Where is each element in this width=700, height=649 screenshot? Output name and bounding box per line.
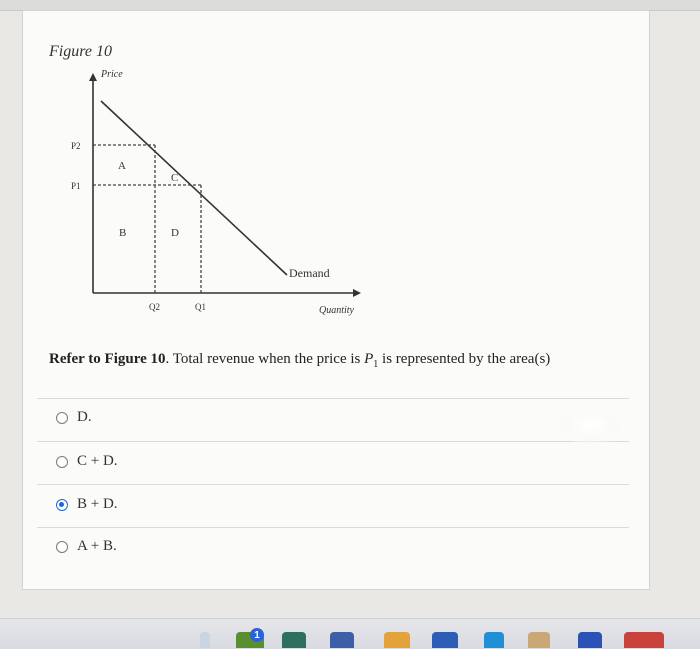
separator <box>37 527 629 528</box>
area-label-a: A <box>118 160 126 172</box>
question-price-symbol: P <box>364 351 374 367</box>
question-prefix: Refer to <box>49 351 105 367</box>
question-card <box>22 10 650 590</box>
dock-app-icon[interactable] <box>578 632 602 648</box>
option-d[interactable] <box>56 409 92 426</box>
option-label: C + D. <box>77 453 118 469</box>
radio-icon[interactable] <box>56 412 68 424</box>
area-label-d: D <box>171 227 179 239</box>
demand-label: Demand <box>289 266 330 280</box>
dock-app-icon[interactable] <box>330 632 354 648</box>
demand-curve <box>101 101 287 275</box>
screen-glare <box>555 405 625 445</box>
radio-icon[interactable] <box>56 541 68 553</box>
question-figure-ref: Figure 10 <box>104 351 166 367</box>
dock-app-icon[interactable] <box>624 632 664 648</box>
option-label: D. <box>77 409 92 425</box>
option-a-plus-b[interactable] <box>56 538 117 555</box>
quantity-label-q1: Q1 <box>195 302 206 312</box>
separator <box>37 441 629 442</box>
option-label: A + B. <box>77 538 117 554</box>
dock-app-icon[interactable] <box>528 632 550 648</box>
radio-selected-icon[interactable] <box>56 499 68 511</box>
separator <box>37 398 629 399</box>
dock-app-icon[interactable] <box>282 632 306 648</box>
dock-app-icon[interactable] <box>432 632 458 648</box>
notification-badge: 1 <box>250 628 264 642</box>
question-middle: . Total revenue when the price is <box>165 351 365 367</box>
option-b-plus-d[interactable] <box>56 496 118 513</box>
option-label: B + D. <box>77 496 118 512</box>
question-suffix: is represented by the area(s) <box>378 351 551 367</box>
y-axis-arrow <box>89 73 97 81</box>
y-axis-label: Price <box>101 69 123 80</box>
dock-app-icon[interactable] <box>484 632 504 648</box>
question-price-subscript: 1 <box>373 359 379 370</box>
dock-app-icon[interactable] <box>200 632 210 648</box>
x-axis-arrow <box>353 289 361 297</box>
figure-title: Figure 10 <box>49 43 112 60</box>
question-text <box>49 351 550 370</box>
quantity-label-q2: Q2 <box>149 302 160 312</box>
price-label-p1: P1 <box>71 181 81 191</box>
area-label-b: B <box>119 227 127 239</box>
separator <box>37 484 629 485</box>
price-label-p2: P2 <box>71 141 81 151</box>
x-axis-label: Quantity <box>319 305 354 316</box>
demand-graph <box>63 63 373 328</box>
radio-icon[interactable] <box>56 456 68 468</box>
dock-app-icon[interactable] <box>384 632 410 648</box>
option-c-plus-d[interactable] <box>56 453 118 470</box>
area-label-c: C <box>171 172 179 184</box>
